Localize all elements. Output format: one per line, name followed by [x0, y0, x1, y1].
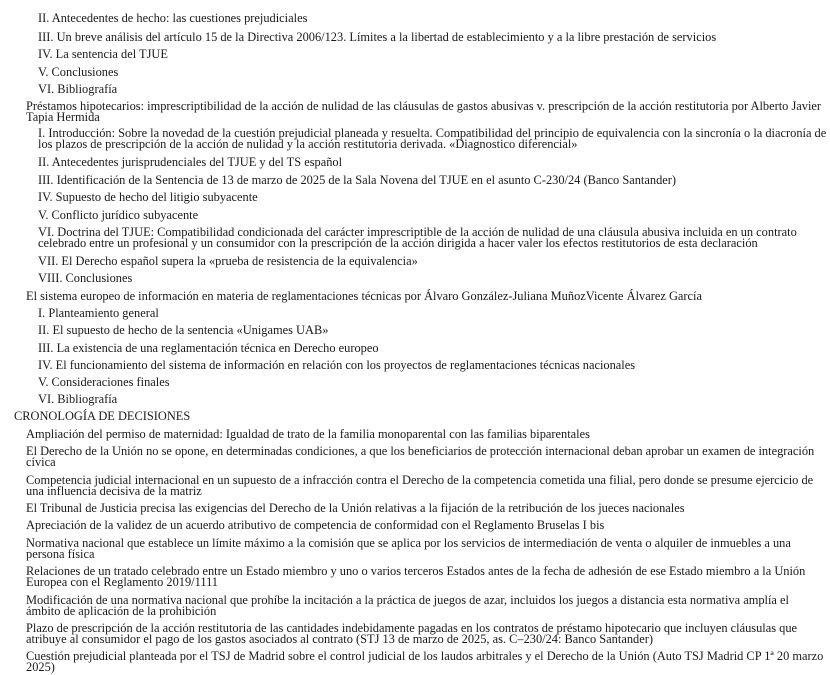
toc-section-link[interactable]: II. El supuesto de hecho de la sentencia «Unigames UAB»	[38, 323, 329, 337]
toc-section-link[interactable]: V. Conclusiones	[38, 65, 119, 79]
toc-decision-link[interactable]: El Tribunal de Justicia precisa las exigencias del Derecho de la Unión relativas a la fijación de la retribución de los jueces nacionales	[26, 501, 685, 515]
toc-section-link[interactable]: IV. Supuesto de hecho del litigio subyacente	[38, 190, 258, 204]
toc-section-link[interactable]: VI. Doctrina del TJUE: Compatibilidad condicionada del carácter imprescriptible de la acción de nulidad de una cláusula abusiva incluida en un contrato celebrado entre un profesional y un consumidor con la prescripción de la acción dirigida a hacer valer los efectos restitutorios de esta declaración	[38, 225, 797, 250]
toc-section-link[interactable]: IV. El funcionamiento del sistema de información en relación con los proyectos de reglamentaciones técnicas nacionales	[38, 358, 636, 372]
toc-section-link[interactable]: III. Un breve análisis del artículo 15 de la Directiva 2006/123. Límites a la libertad de establecimiento y a la libre prestación de servicios	[38, 30, 717, 44]
toc-section-link[interactable]: V. Consideraciones finales	[38, 375, 170, 389]
toc-section-link[interactable]: II. Antecedentes jurisprudenciales del TJUE y del TS español	[38, 155, 343, 169]
toc-section-link[interactable]: VIII. Conclusiones	[38, 271, 133, 285]
toc-decision-link[interactable]: Modificación de una normativa nacional que prohíbe la incitación a la práctica de juegos de azar, incluidos los juegos a distancia esta normativa amplía el ámbito de aplicación de la prohibición	[26, 593, 789, 618]
toc-article-title[interactable]: El sistema europeo de información en materia de reglamentaciones técnicas por Álvaro González-Juliana MuñozVicente Álvarez García	[26, 289, 702, 303]
toc-section-link[interactable]: VI. Bibliografía	[38, 392, 118, 406]
toc-decision-link[interactable]: Competencia judicial internacional en un supuesto de a infracción contra el Derecho de la competencia cometida una filial, pero donde se presume ejercicio de una influencia decisiva de la matriz	[26, 473, 814, 498]
toc-decision-link[interactable]: Cuestión prejudicial planteada por el TSJ de Madrid sobre el control judicial de los laudos arbitrales y el Derecho de la Unión (Auto TSJ Madrid CP 1ª 20 marzo 2025)	[26, 649, 824, 674]
toc-section-link[interactable]: IV. La sentencia del TJUE	[38, 47, 168, 61]
toc-decision-link[interactable]: Apreciación de la validez de un acuerdo atributivo de competencia de conformidad con el Reglamento Bruselas I bis	[26, 518, 605, 532]
toc-section-link[interactable]: III. Identificación de la Sentencia de 13 de marzo de 2025 de la Sala Novena del TJUE en el asunto C-230/24 (Banco Santander)	[38, 173, 677, 187]
toc-section-link[interactable]: III. La existencia de una reglamentación técnica en Derecho europeo	[38, 341, 379, 355]
toc-decision-link[interactable]: Ampliación del permiso de maternidad: Igualdad de trato de la familia monoparental con las familias biparentales	[26, 427, 590, 441]
toc-section-link[interactable]: V. Conflicto jurídico subyacente	[38, 208, 199, 222]
toc-section-link[interactable]: VI. Bibliografía	[38, 82, 118, 96]
toc-section-link[interactable]: II. Antecedentes de hecho: las cuestiones prejudiciales	[38, 11, 308, 25]
toc-section-link[interactable]: I. Planteamiento general	[38, 306, 159, 320]
toc-decision-link[interactable]: Relaciones de un tratado celebrado entre un Estado miembro y uno o varios terceros Estados antes de la fecha de adhesión de ese Estado miembro a la Unión Europea con el Reglamento 2019/1111	[26, 564, 806, 589]
toc-article-title[interactable]: Préstamos hipotecarios: imprescriptibilidad de la acción de nulidad de las cláusulas de gastos abusivas v. prescripción de la acción restitutoria por Alberto Javier Tapia Hermida	[26, 99, 822, 124]
toc-section-link[interactable]: I. Introducción: Sobre la novedad de la cuestión prejudicial planeada y resuelta. Compatibilidad del principio de equivalencia con la sincronía o la diacronía de los plazos de prescripción de la acción de nulidad y la acción restitutoria derivada. «Diagnostico diferencial»	[38, 126, 827, 151]
toc-decision-link[interactable]: El Derecho de la Unión no se opone, en determinadas condiciones, a que los beneficiarios de protección internacional deban aprobar un examen de integración cívica	[26, 444, 815, 469]
toc-section-link[interactable]: VII. El Derecho español supera la «prueba de resistencia de la equivalencia»	[38, 254, 418, 268]
toc-decision-link[interactable]: Normativa nacional que establece un límite máximo a la comisión que se aplica por los servicios de intermediación de venta o alquiler de inmuebles a una persona física	[26, 536, 791, 561]
toc-decision-link[interactable]: Plazo de prescripción de la acción restitutoria de las cantidades indebidamente pagadas en los contratos de préstamo hipotecario que incluyen cláusulas que atribuye al consumidor el pago de los gastos asociados al contrato (STJ 13 de marzo de 2025, as. C–230/24: Banco Santander)	[26, 621, 798, 646]
toc-heading[interactable]: CRONOLOGÍA DE DECISIONES	[14, 409, 191, 423]
